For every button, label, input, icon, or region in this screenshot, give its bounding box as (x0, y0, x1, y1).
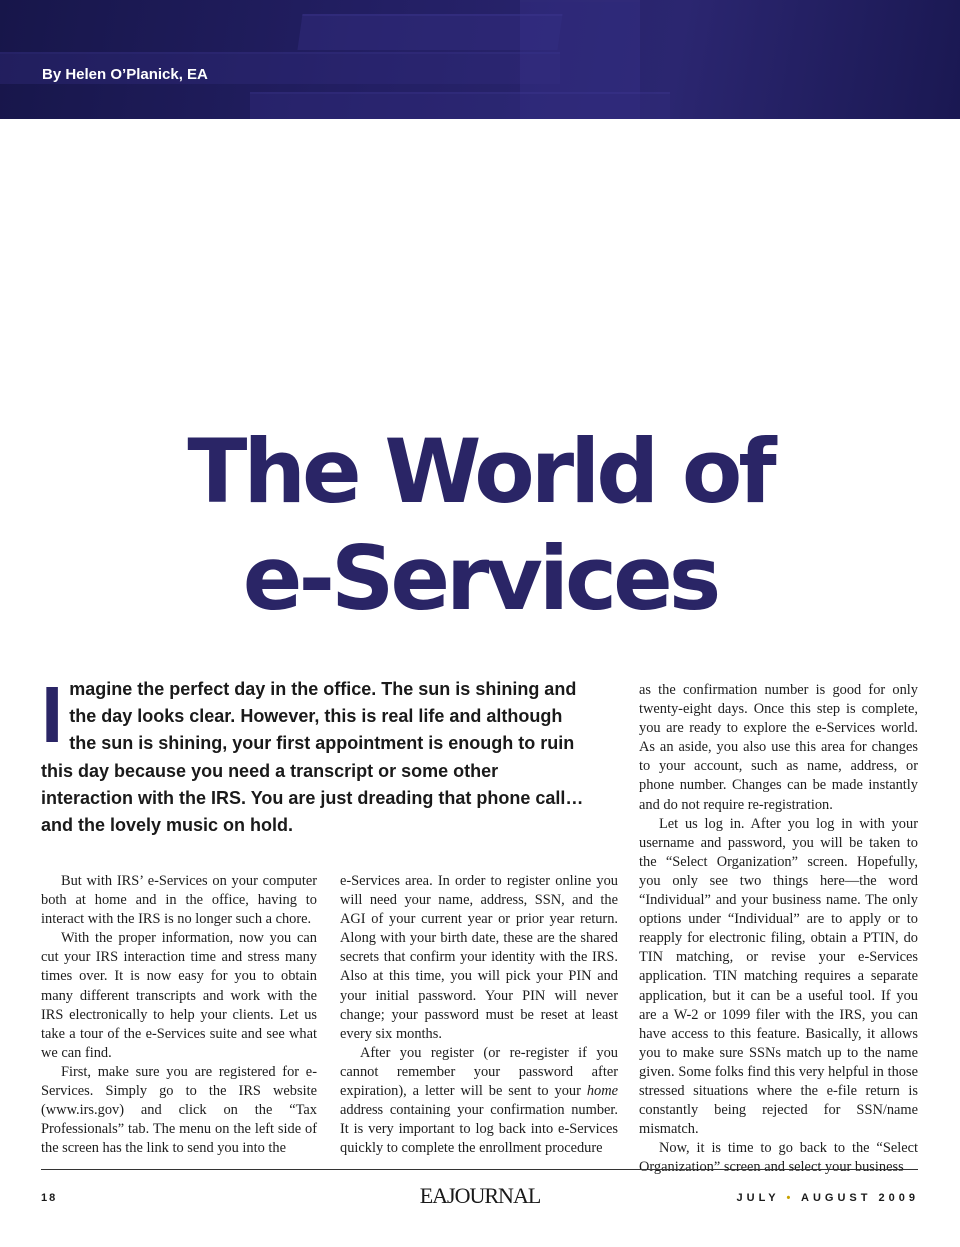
lead-paragraph (41, 670, 586, 839)
byline: By Helen O’Planick, EA (42, 66, 208, 83)
italic-text: home (586, 1083, 618, 1100)
body-column-1 (41, 872, 317, 1158)
paragraph (340, 1044, 618, 1159)
article-title (0, 418, 960, 633)
body-column-3 (639, 681, 918, 1177)
text-run: address containing your confirmation number. It is very important to log back into e-Services quickly to complete the enrollment procedure (340, 1102, 618, 1157)
body-column-2 (340, 872, 618, 1158)
issue-date (737, 1192, 919, 1204)
footer-divider (41, 1169, 918, 1170)
title-line-1: The World of (187, 420, 773, 523)
issue-month-1: JULY (736, 1192, 780, 1204)
header-banner (0, 0, 960, 119)
paragraph: But with IRS’ e-Services on your computer both at home and in the office, having to interact with the IRS is no longer such a chore. (41, 873, 317, 928)
date-separator: • (786, 1192, 795, 1204)
paragraph: With the proper information, now you can cut your IRS interaction time and stress many times over. It is now easy for you to obtain many different transcripts and work with the IRS electronically to help your clients. Let us take a tour of the e-Services suite and see what we can find. (41, 930, 317, 1061)
title-line-2: e-Services (242, 527, 718, 631)
journal-logo: EAJOURNAL (419, 1183, 541, 1208)
text-run: After you register (or re-register if you cannot remember your password after expiration), a letter will be sent to your (340, 1044, 618, 1100)
paragraph: Let us log in. After you log in with your username and password, you will be taken to the “Select Organization” screen. Hopefully, you only see two things here—the word “Individual” and your business name. The only options under “Individual” are to apply or to reapply for electronic filing, obtain a PTIN, do TIN matching, or revise your e-Services application. TIN matching requires a separate application, but it can be a useful tool. If you are a W-2 or 1099 filer with the IRS, you can have access to this feature. Basically, it allows you to make sure SSNs match up to the name given. Some folks find this very helpful in those stressed situations where the e-file return is constantly being rejected for SSN/name mismatch. (639, 815, 918, 1138)
lead-text: magine the perfect day in the office. The sun is shining and the day looks clear. However, this is real life and although the sun is shining, your first appointment is enough to ruin this day because you need a transcript or some other interaction with the IRS. You are just dreading that phone call…and the lovely music on hold. (41, 679, 584, 836)
drop-cap: I (41, 670, 64, 759)
paragraph: as the confirmation number is good for only twenty-eight days. Once this step is complete, you are ready to explore the e-Services world. As an aside, you also use this area for changes to your account, such as name, address, or phone number. Changes can be made instantly and do not require re-registration. (639, 682, 918, 813)
issue-month-2: AUGUST 2009 (801, 1192, 919, 1204)
banner-book-shape (250, 92, 670, 119)
paragraph: Now, it is time to go back to the “Select Organization” screen and select your business (639, 1140, 918, 1176)
paragraph: First, make sure you are registered for e-Services. Simply go to the IRS website (www.irs.gov) and click on the “Tax Professionals” tab. The menu on the left side of the screen has the link to send you into the (41, 1063, 317, 1157)
page-number: 18 (41, 1192, 58, 1204)
paragraph: e-Services area. In order to register online you will need your name, address, SSN, and the AGI of your current year or prior year return. Along with your birth date, these are the shared secrets that confirm your identity with the IRS. Also at this time, you will pick your PIN and your initial password. Your PIN will never change; your password must be reset at least every six months. (340, 873, 618, 1042)
